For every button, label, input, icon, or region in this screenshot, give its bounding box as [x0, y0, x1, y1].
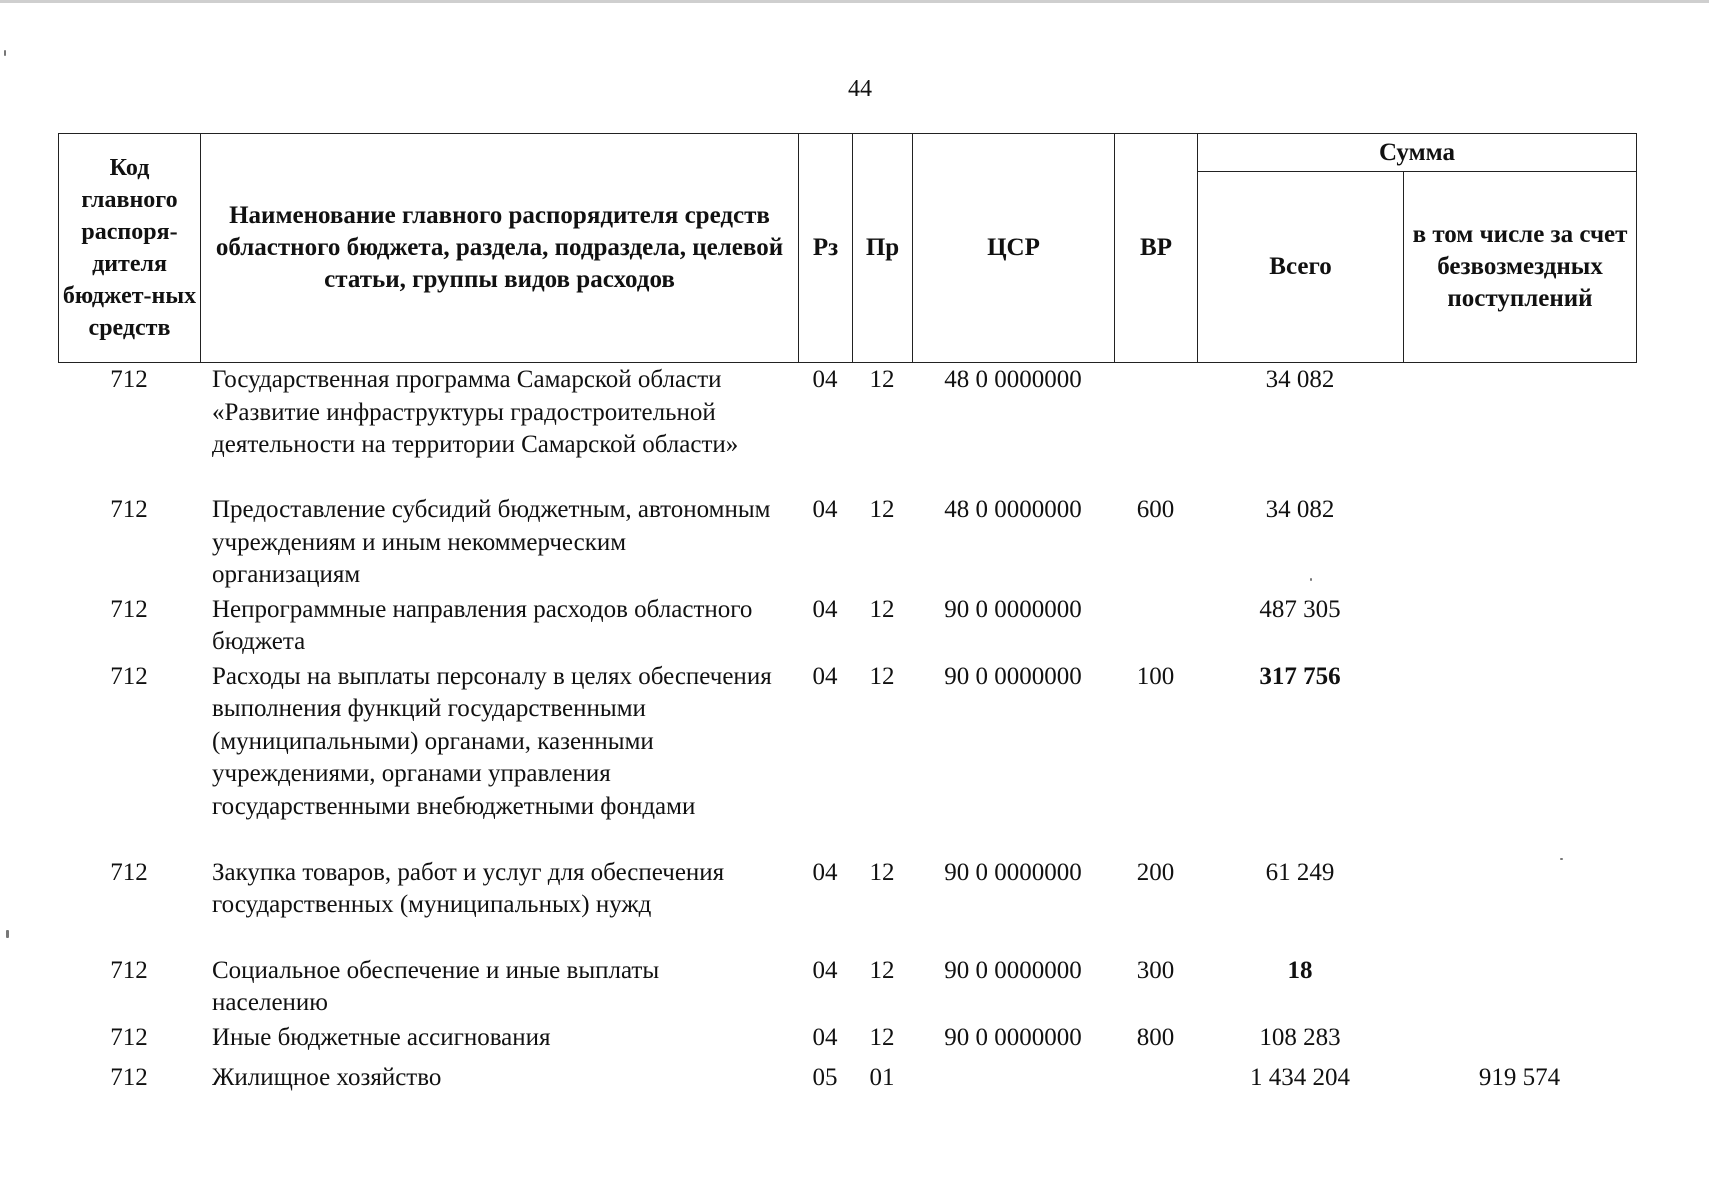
cell-total: 108 283 [1259, 1023, 1341, 1051]
cell-pr: 01 [869, 1063, 895, 1091]
scan-top-edge [0, 0, 1709, 3]
page-number: 44 [848, 76, 872, 102]
cell-vr: 100 [1136, 662, 1175, 690]
table-row [58, 492, 1636, 592]
scan-speck [4, 50, 6, 56]
header-sum: Сумма [1198, 134, 1637, 172]
cell-code: 712 [110, 956, 148, 984]
cell-vr: 300 [1136, 956, 1175, 984]
table-row [58, 659, 1636, 855]
cell-rz: 04 [812, 858, 838, 886]
cell-name: Иные бюджетные ассигнования [212, 1023, 551, 1051]
scan-speck [1310, 578, 1312, 581]
cell-total: 1 434 204 [1250, 1063, 1350, 1091]
cell-free [1403, 492, 1636, 592]
table-row [58, 362, 1636, 492]
cell-rz: 04 [812, 1023, 838, 1051]
cell-pr: 12 [869, 1023, 895, 1051]
header-rz: Рз [799, 134, 853, 363]
header-csr: ЦСР [913, 134, 1115, 363]
header-free: в том числе за счет безвозмездных поступлений [1404, 172, 1637, 363]
cell-vr [1114, 592, 1197, 659]
cell-pr: 12 [869, 662, 895, 690]
table-header [58, 133, 1637, 363]
cell-total: 61 249 [1265, 858, 1335, 886]
cell-csr: 90 0 0000000 [944, 595, 1082, 623]
cell-free [1403, 953, 1636, 1020]
cell-csr: 48 0 0000000 [944, 366, 1082, 393]
cell-rz: 04 [812, 496, 838, 523]
cell-free [1403, 1020, 1636, 1058]
budget-table [58, 362, 1636, 1098]
header-vr: ВР [1115, 134, 1198, 363]
cell-total: 34 082 [1265, 366, 1335, 393]
cell-csr: 90 0 0000000 [944, 662, 1082, 690]
header-pr: Пр [853, 134, 913, 363]
cell-code: 712 [110, 595, 148, 623]
cell-pr: 12 [869, 595, 895, 623]
header-name: Наименование главного распорядителя средств областного бюджета, раздела, подраздела, целевой статьи, группы видов расходов [201, 134, 799, 363]
scan-speck [1560, 858, 1563, 860]
cell-name: Расходы на выплаты персоналу в целях обеспечения выполнения функций государственными (муниципальными) органами, казенными учреждениями, органами управления государственными внебюджетными фондами [212, 662, 772, 820]
table-row [58, 1058, 1636, 1098]
cell-csr [912, 1058, 1114, 1098]
cell-pr: 12 [869, 366, 895, 393]
cell-csr: 90 0 0000000 [944, 1023, 1082, 1051]
cell-code: 712 [110, 496, 148, 523]
cell-total: 34 082 [1265, 496, 1335, 523]
cell-rz: 04 [812, 662, 838, 690]
cell-rz: 04 [812, 366, 838, 393]
cell-free [1403, 592, 1636, 659]
cell-free: 919 574 [1478, 1063, 1561, 1091]
cell-pr: 12 [869, 956, 895, 984]
cell-vr: 800 [1136, 1023, 1175, 1051]
cell-name: Жилищное хозяйство [212, 1063, 442, 1091]
cell-vr [1114, 1058, 1197, 1098]
cell-code: 712 [110, 1023, 148, 1051]
table-row [58, 1020, 1636, 1058]
cell-code: 712 [110, 1063, 148, 1091]
cell-vr [1114, 362, 1197, 492]
cell-free [1403, 659, 1636, 855]
cell-free [1403, 855, 1636, 953]
scan-speck [6, 930, 9, 938]
cell-pr: 12 [869, 496, 895, 523]
cell-name: Непрограммные направления расходов областного бюджета [212, 595, 753, 655]
cell-total: 487 305 [1259, 595, 1341, 623]
table-row [58, 953, 1636, 1020]
header-total: Всего [1198, 172, 1404, 363]
cell-pr: 12 [869, 858, 895, 886]
cell-free [1403, 362, 1636, 492]
cell-vr: 200 [1136, 858, 1175, 886]
cell-name: Государственная программа Самарской области «Развитие инфраструктуры градостроительной деятельности на территории Самарской области» [212, 366, 739, 458]
cell-rz: 04 [812, 595, 838, 623]
cell-name: Предоставление субсидий бюджетным, автономным учреждениям и иным некоммерческим организациям [212, 496, 771, 588]
cell-total: 18 [1287, 956, 1313, 984]
cell-csr: 48 0 0000000 [944, 496, 1082, 523]
cell-vr: 600 [1136, 496, 1175, 523]
cell-rz: 04 [812, 956, 838, 984]
cell-code: 712 [110, 858, 148, 886]
header-code: Код главного распоря-дителя бюджет-ных средств [59, 134, 201, 363]
cell-name: Закупка товаров, работ и услуг для обеспечения государственных (муниципальных) нужд [212, 858, 725, 918]
cell-rz: 05 [812, 1063, 838, 1091]
table-row [58, 592, 1636, 659]
cell-name: Социальное обеспечение и иные выплаты населению [212, 956, 660, 1016]
cell-csr: 90 0 0000000 [944, 956, 1082, 984]
cell-total: 317 756 [1259, 662, 1341, 690]
cell-code: 712 [110, 662, 148, 690]
cell-code: 712 [110, 366, 148, 393]
table-row [58, 855, 1636, 953]
cell-csr: 90 0 0000000 [944, 858, 1082, 886]
